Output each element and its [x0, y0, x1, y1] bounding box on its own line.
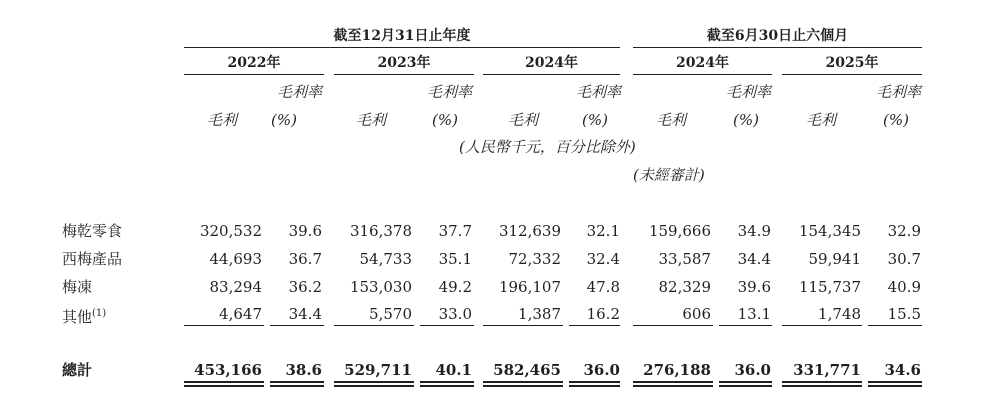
subtotal-rule: [420, 325, 474, 326]
double-underline-segment: [719, 385, 772, 387]
row-label: 其他$^{(1)}$: [62, 308, 107, 326]
subtotal-rule: [184, 325, 264, 326]
year-underline: [334, 74, 474, 75]
double-underline-segment: [719, 381, 772, 383]
double-underline-segment: [334, 385, 414, 387]
total-gross-profit-cell: 582,465: [493, 361, 561, 379]
col-margin-label: 毛利率: [725, 83, 771, 101]
col-pct-label: (%): [883, 111, 909, 129]
col-margin-label: 毛利率: [426, 83, 472, 101]
double-underline-segment: [483, 381, 563, 383]
col-pct-label: (%): [432, 111, 458, 129]
double-underline-segment: [184, 381, 264, 383]
gross-profit-cell: 316,378: [349, 222, 412, 240]
gross-profit-cell: 606: [682, 305, 711, 323]
gross-margin-cell: 47.8: [586, 278, 620, 296]
col-profit-label: 毛利: [656, 111, 687, 129]
total-gross-margin-cell: 40.1: [435, 361, 472, 379]
gross-profit-cell: 44,693: [209, 250, 262, 268]
gross-profit-cell: 82,329: [658, 278, 711, 296]
total-gross-margin-cell: 36.0: [583, 361, 620, 379]
gross-profit-cell: 154,345: [798, 222, 861, 240]
subtotal-rule: [483, 325, 563, 326]
total-gross-profit-cell: 331,771: [793, 361, 861, 379]
gross-margin-cell: 16.2: [586, 305, 620, 323]
double-underline-segment: [868, 385, 922, 387]
double-underline-segment: [569, 381, 620, 383]
gross-margin-cell: 32.9: [887, 222, 921, 240]
gross-profit-cell: 115,737: [798, 278, 861, 296]
header-group-interim: 截至6月30日止六個月: [706, 28, 849, 44]
total-gross-margin-cell: 36.0: [734, 361, 771, 379]
row-label: 梅凍: [62, 278, 93, 296]
gross-profit-cell: 312,639: [498, 222, 561, 240]
year-underline: [782, 74, 922, 75]
subtotal-rule: [270, 325, 324, 326]
row-label: 梅乾零食: [62, 222, 123, 240]
gross-margin-cell: 34.4: [288, 305, 322, 323]
subtotal-rule: [633, 325, 713, 326]
subtotal-rule: [334, 325, 414, 326]
gross-margin-cell: 34.4: [737, 250, 771, 268]
gross-margin-cell: 13.1: [737, 305, 771, 323]
group-annual-underline: [184, 47, 620, 48]
double-underline-segment: [868, 381, 922, 383]
col-profit-label: 毛利: [806, 111, 837, 129]
double-underline-segment: [420, 381, 474, 383]
gross-profit-cell: 1,748: [818, 305, 861, 323]
year-underline: [633, 74, 772, 75]
gross-profit-cell: 33,587: [658, 250, 711, 268]
gross-margin-cell: 32.4: [586, 250, 620, 268]
unit-note: (人民幣千元，百分比除外): [459, 138, 636, 156]
double-underline-segment: [184, 385, 264, 387]
gross-profit-cell: 72,332: [508, 250, 561, 268]
year-underline: [184, 74, 324, 75]
double-underline-segment: [420, 385, 474, 387]
double-underline-segment: [270, 381, 324, 383]
double-underline-segment: [483, 385, 563, 387]
year-header-2023: 2023年: [377, 55, 431, 71]
gross-margin-cell: 34.9: [737, 222, 771, 240]
gross-profit-cell: 59,941: [808, 250, 861, 268]
total-label: 總計: [62, 361, 93, 379]
subtotal-rule: [868, 325, 922, 326]
double-underline-segment: [569, 385, 620, 387]
gross-profit-cell: 320,532: [199, 222, 262, 240]
year-header-2022: 2022年: [227, 55, 281, 71]
total-gross-margin-cell: 34.6: [884, 361, 921, 379]
total-gross-margin-cell: 38.6: [285, 361, 322, 379]
gross-profit-cell: 54,733: [359, 250, 412, 268]
gross-margin-cell: 40.9: [887, 278, 921, 296]
gross-margin-cell: 37.7: [438, 222, 472, 240]
gross-margin-cell: 30.7: [887, 250, 921, 268]
total-gross-profit-cell: 276,188: [643, 361, 711, 379]
col-profit-label: 毛利: [508, 111, 539, 129]
gross-margin-cell: 36.7: [288, 250, 322, 268]
double-underline-segment: [270, 385, 324, 387]
gross-margin-cell: 39.6: [288, 222, 322, 240]
gross-margin-cell: 33.0: [438, 305, 472, 323]
col-margin-label: 毛利率: [875, 83, 921, 101]
double-underline-segment: [633, 385, 713, 387]
year-header-2025-h1: 2025年: [825, 55, 879, 71]
row-label: 西梅產品: [62, 250, 123, 268]
gross-margin-cell: 32.1: [586, 222, 620, 240]
group-interim-underline: [633, 47, 922, 48]
gross-profit-cell: 159,666: [648, 222, 711, 240]
gross-profit-cell: 5,570: [369, 305, 412, 323]
gross-margin-cell: 49.2: [438, 278, 472, 296]
subtotal-rule: [569, 325, 620, 326]
year-header-2024: 2024年: [525, 55, 578, 71]
col-profit-label: 毛利: [356, 111, 387, 129]
subtotal-rule: [782, 325, 862, 326]
col-profit-label: 毛利: [207, 111, 238, 129]
year-underline: [483, 74, 620, 75]
total-gross-profit-cell: 529,711: [344, 361, 412, 379]
double-underline-segment: [633, 381, 713, 383]
footnote-marker: (1): [92, 308, 107, 319]
col-margin-label: 毛利率: [276, 83, 322, 101]
double-underline-segment: [334, 381, 414, 383]
gross-profit-cell: 4,647: [219, 305, 262, 323]
gross-margin-cell: 39.6: [737, 278, 771, 296]
col-pct-label: (%): [733, 111, 759, 129]
double-underline-segment: [782, 385, 862, 387]
gross-margin-cell: 36.2: [288, 278, 322, 296]
gross-profit-cell: 196,107: [498, 278, 561, 296]
col-margin-label: 毛利率: [575, 83, 621, 101]
gross-margin-cell: 35.1: [438, 250, 472, 268]
header-group-annual: 截至12月31日止年度: [333, 28, 471, 44]
gross-margin-cell: 15.5: [887, 305, 921, 323]
gross-profit-cell: 153,030: [349, 278, 412, 296]
gross-profit-cell: 1,387: [518, 305, 561, 323]
col-pct-label: (%): [582, 111, 608, 129]
total-gross-profit-cell: 453,166: [194, 361, 262, 379]
year-header-2024-h1: 2024年: [676, 55, 729, 71]
subtotal-rule: [719, 325, 772, 326]
col-pct-label: (%): [271, 111, 297, 129]
unaudited-note: (未經審計): [633, 166, 705, 184]
double-underline-segment: [782, 381, 862, 383]
gross-profit-cell: 83,294: [209, 278, 262, 296]
